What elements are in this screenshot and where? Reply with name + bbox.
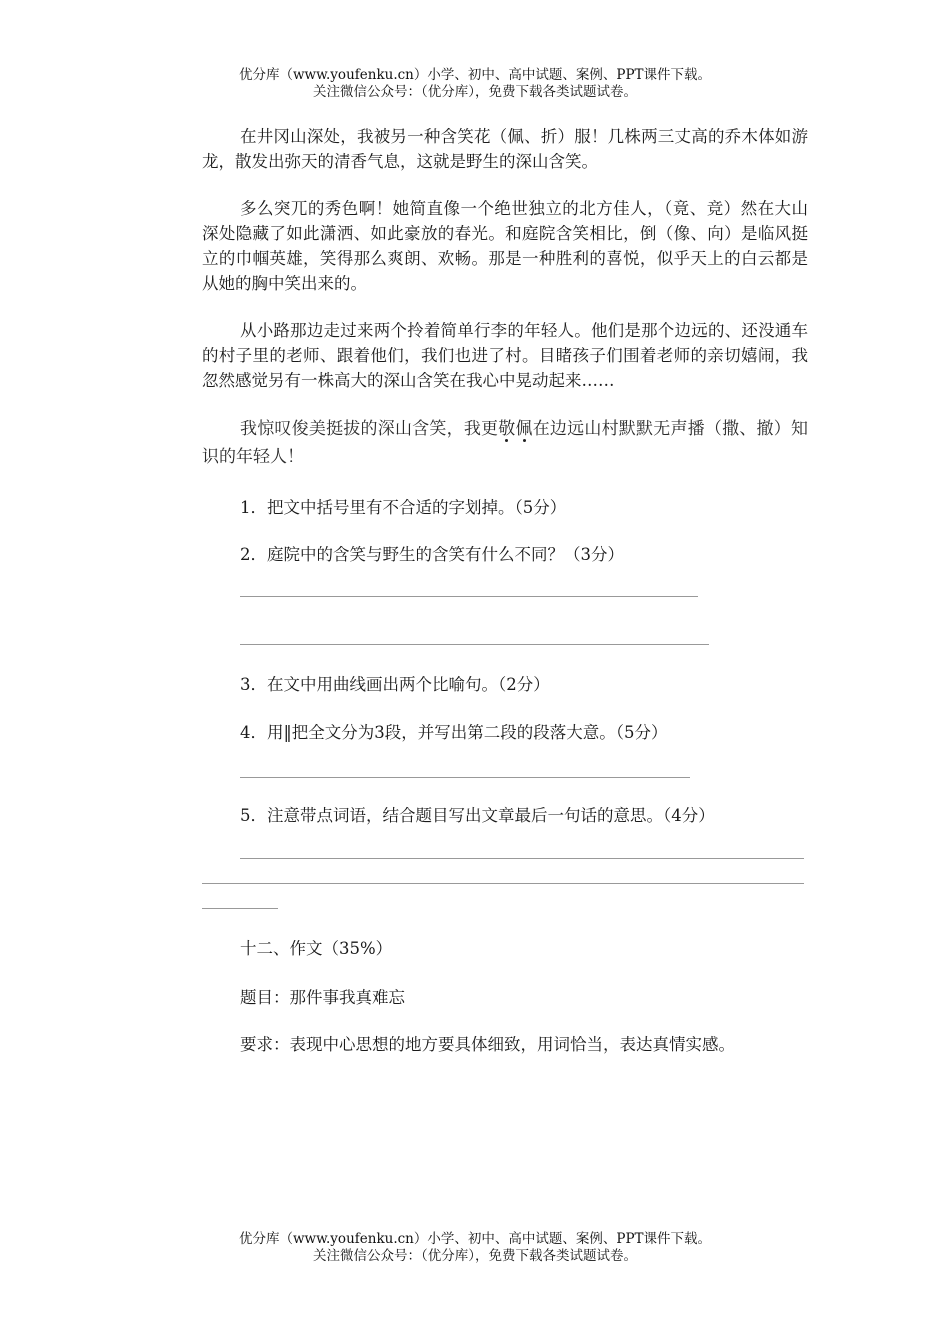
main-content bbox=[202, 124, 808, 1057]
footer-line-2: 关注微信公众号：（优分库），免费下载各类试题试卷。 bbox=[313, 1248, 637, 1264]
composition-requirement: 要求：表现中心思想的地方要具体细致，用词恰当，表达真情实感。 bbox=[240, 1035, 735, 1054]
question-2: 2．庭院中的含笑与野生的含笑有什么不同？（3分） bbox=[240, 545, 624, 564]
passage-paragraph-3: 从小路那边走过来两个拎着简单行李的年轻人。他们是那个边远的、还没通车的村子里的老师、跟着他们，我们也进了村。目睹孩子们围着老师的亲切嬉闹，我忽然感觉另有一株高大的深山含笑在我心中晃动起来…… bbox=[202, 321, 808, 390]
page-footer bbox=[0, 1231, 950, 1265]
question-3: 3．在文中用曲线画出两个比喻句。（2分） bbox=[240, 675, 550, 694]
header-line-2: 关注微信公众号：（优分库），免费下载各类试题试卷。 bbox=[313, 84, 637, 100]
question-4: 4．用‖把全文分为3段，并写出第二段的段落大意。（5分） bbox=[240, 723, 668, 742]
passage-paragraph-1: 在井冈山深处，我被另一种含笑花（佩、折）服！几株两三丈高的乔木体如游龙，散发出弥天的清香气息，这就是野生的深山含笑。 bbox=[202, 127, 808, 171]
passage-paragraph-4 bbox=[202, 415, 808, 471]
dotted-char-pei: 佩 bbox=[515, 419, 533, 439]
p4-text-after: 在边远山村默默无声播（撒、撤）知识的年轻人！ bbox=[202, 419, 808, 467]
question-5: 5．注意带点词语，结合题目写出文章最后一句话的意思。（4分） bbox=[240, 806, 715, 825]
composition-title: 题目：那件事我真难忘 bbox=[240, 988, 405, 1007]
header-line-1: 优分库（www.youfenku.cn）小学、初中、高中试题、案例、PPT课件下载。 bbox=[238, 67, 712, 83]
question-1: 1．把文中括号里有不合适的字划掉。（5分） bbox=[240, 498, 567, 517]
composition-heading: 十二、作文（35%） bbox=[240, 939, 393, 958]
passage-paragraph-2: 多么突兀的秀色啊！她简直像一个绝世独立的北方佳人，（竟、竞）然在大山深处隐藏了如此潇洒、如此豪放的春光。和庭院含笑相比，倒（像、向）是临风挺立的巾帼英雄，笑得那么爽朗、欢畅。那是一种胜利的喜悦，似乎天上的白云都是从她的胸中笑出来的。 bbox=[202, 199, 808, 293]
dotted-char-jing: 敬 bbox=[498, 419, 516, 439]
footer-line-1: 优分库（www.youfenku.cn）小学、初中、高中试题、案例、PPT课件下载。 bbox=[238, 1231, 712, 1247]
p4-text-before: 我惊叹俊美挺拔的深山含笑，我更 bbox=[240, 419, 499, 439]
page-header bbox=[0, 67, 950, 101]
